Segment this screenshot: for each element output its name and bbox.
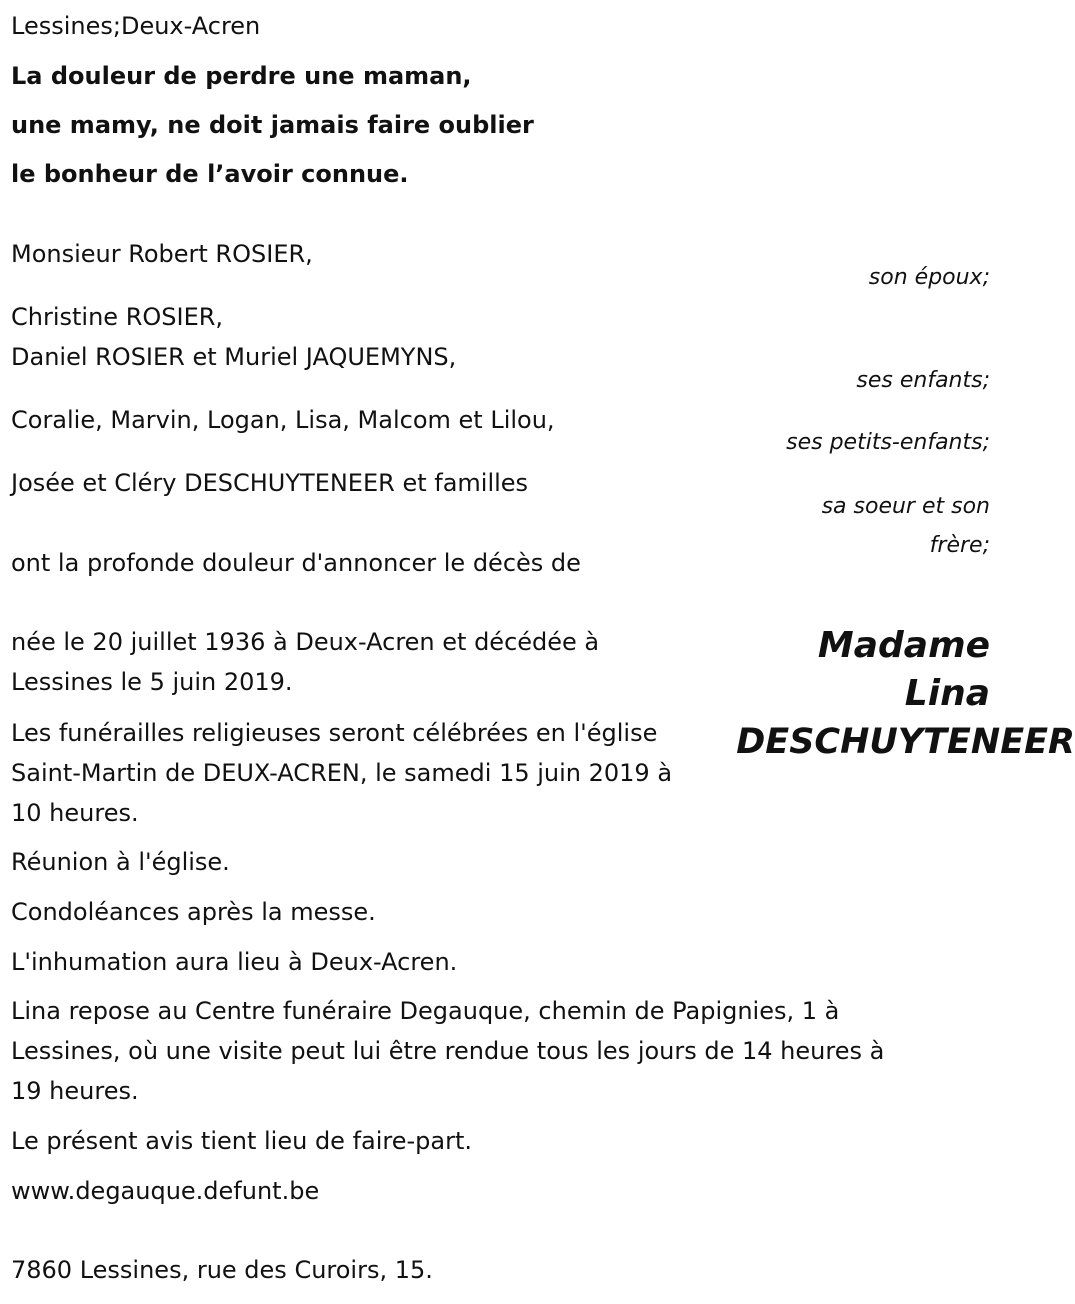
notice-text: Le présent avis tient lieu de faire-part. xyxy=(11,1127,473,1155)
deceased-name xyxy=(736,622,1075,766)
announcement-text: ont la profonde douleur d'annoncer le décès de xyxy=(11,549,581,577)
location-line: Lessines;Deux-Acren xyxy=(11,12,261,40)
rest-line-3: 19 heures. xyxy=(11,1077,139,1105)
child-name-2: Daniel ROSIER et Muriel JAQUEMYNS, xyxy=(11,343,457,371)
siblings-role-line-2: frère; xyxy=(929,533,990,558)
spouse-name: Monsieur Robert ROSIER, xyxy=(11,240,313,268)
funeral-line-2: Saint-Martin de DEUX-ACREN, le samedi 15 juin 2019 à xyxy=(11,759,673,787)
website-text: www.degauque.defunt.be xyxy=(11,1177,320,1205)
birth-line-2: Lessines le 5 juin 2019. xyxy=(11,668,293,696)
deceased-title: Madame xyxy=(817,625,990,666)
burial-text: L'inhumation aura lieu à Deux-Acren. xyxy=(11,948,458,976)
birth-line-1: née le 20 juillet 1936 à Deux-Acren et décédée à xyxy=(11,628,600,656)
siblings-role-line-1: sa soeur et son xyxy=(821,494,990,519)
poem-line-3: le bonheur de l’avoir connue. xyxy=(11,160,409,188)
siblings-names: Josée et Cléry DESCHUYTENEER et familles xyxy=(11,469,529,497)
meeting-text: Réunion à l'église. xyxy=(11,848,230,876)
condolences-text: Condoléances après la messe. xyxy=(11,898,376,926)
deceased-first-name: Lina xyxy=(904,673,990,714)
poem-line-2: une mamy, ne doit jamais faire oublier xyxy=(11,111,534,139)
funeral-line-3: 10 heures. xyxy=(11,799,139,827)
grandchildren-role: ses petits-enfants; xyxy=(786,430,990,455)
spouse-role: son époux; xyxy=(868,265,990,290)
poem-line-1: La douleur de perdre une maman, xyxy=(11,62,472,90)
rest-line-1: Lina repose au Centre funéraire Degauque, chemin de Papignies, 1 à xyxy=(11,997,840,1025)
deceased-last-name: DESCHUYTENEER xyxy=(736,722,1075,762)
children-role: ses enfants; xyxy=(856,368,990,393)
funeral-line-1: Les funérailles religieuses seront célébrées en l'église xyxy=(11,719,658,747)
grandchildren-names: Coralie, Marvin, Logan, Lisa, Malcom et Lilou, xyxy=(11,406,555,434)
rest-line-2: Lessines, où une visite peut lui être rendue tous les jours de 14 heures à xyxy=(11,1037,885,1065)
address-text: 7860 Lessines, rue des Curoirs, 15. xyxy=(11,1256,433,1284)
child-name-1: Christine ROSIER, xyxy=(11,303,224,331)
